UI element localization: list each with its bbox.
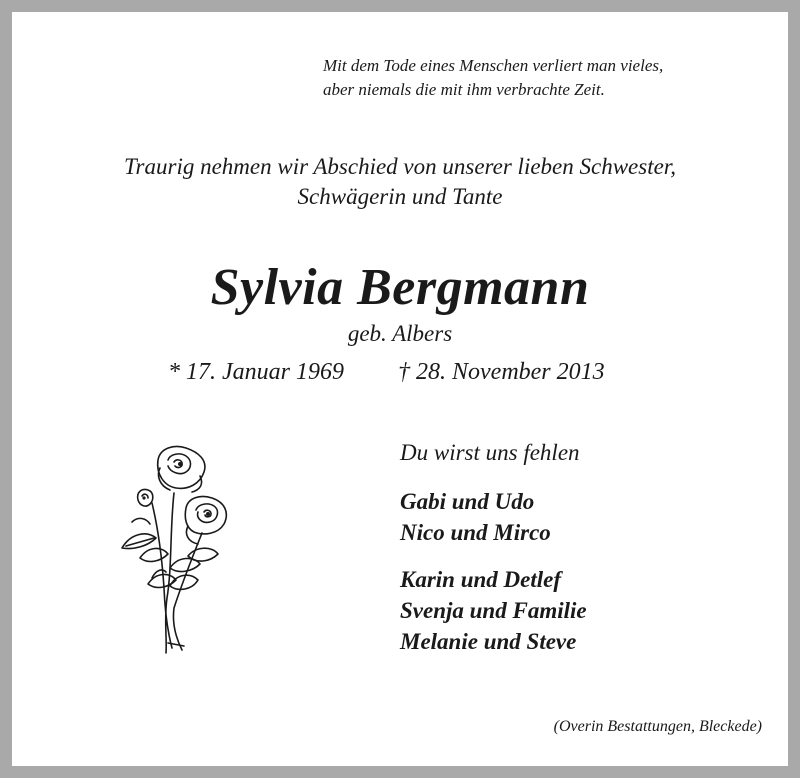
rose-icon <box>112 438 242 658</box>
mourner-name: Nico und Mirco <box>400 520 551 545</box>
motto-line-1: Mit dem Tode eines Menschen verliert man vieles, <box>323 56 664 75</box>
motto-line-2: aber niemals die mit ihm verbrachte Zeit. <box>323 80 605 99</box>
intro-text <box>0 152 800 212</box>
birth-date: * 17. Januar 1969 <box>168 359 344 385</box>
mourner-name: Svenja und Familie <box>400 598 587 623</box>
intro-line-2: Schwägerin und Tante <box>297 184 503 209</box>
motto-quote <box>323 54 663 102</box>
closing-line: Du wirst uns fehlen <box>400 440 580 465</box>
mourner-group-1 <box>400 486 551 548</box>
mourner-name: Gabi und Udo <box>400 489 535 514</box>
mourner-name: Melanie und Steve <box>400 629 577 654</box>
mourner-name: Karin und Detlef <box>400 567 562 592</box>
intro-line-1: Traurig nehmen wir Abschied von unserer lieben Schwester, <box>124 154 676 179</box>
undertaker-note: (Overin Bestattungen, Bleckede) <box>553 718 762 735</box>
deceased-name: Sylvia Bergmann <box>210 259 590 316</box>
maiden-name: geb. Albers <box>347 321 453 346</box>
mourner-group-2 <box>400 564 587 657</box>
death-date: † 28. November 2013 <box>398 359 605 385</box>
